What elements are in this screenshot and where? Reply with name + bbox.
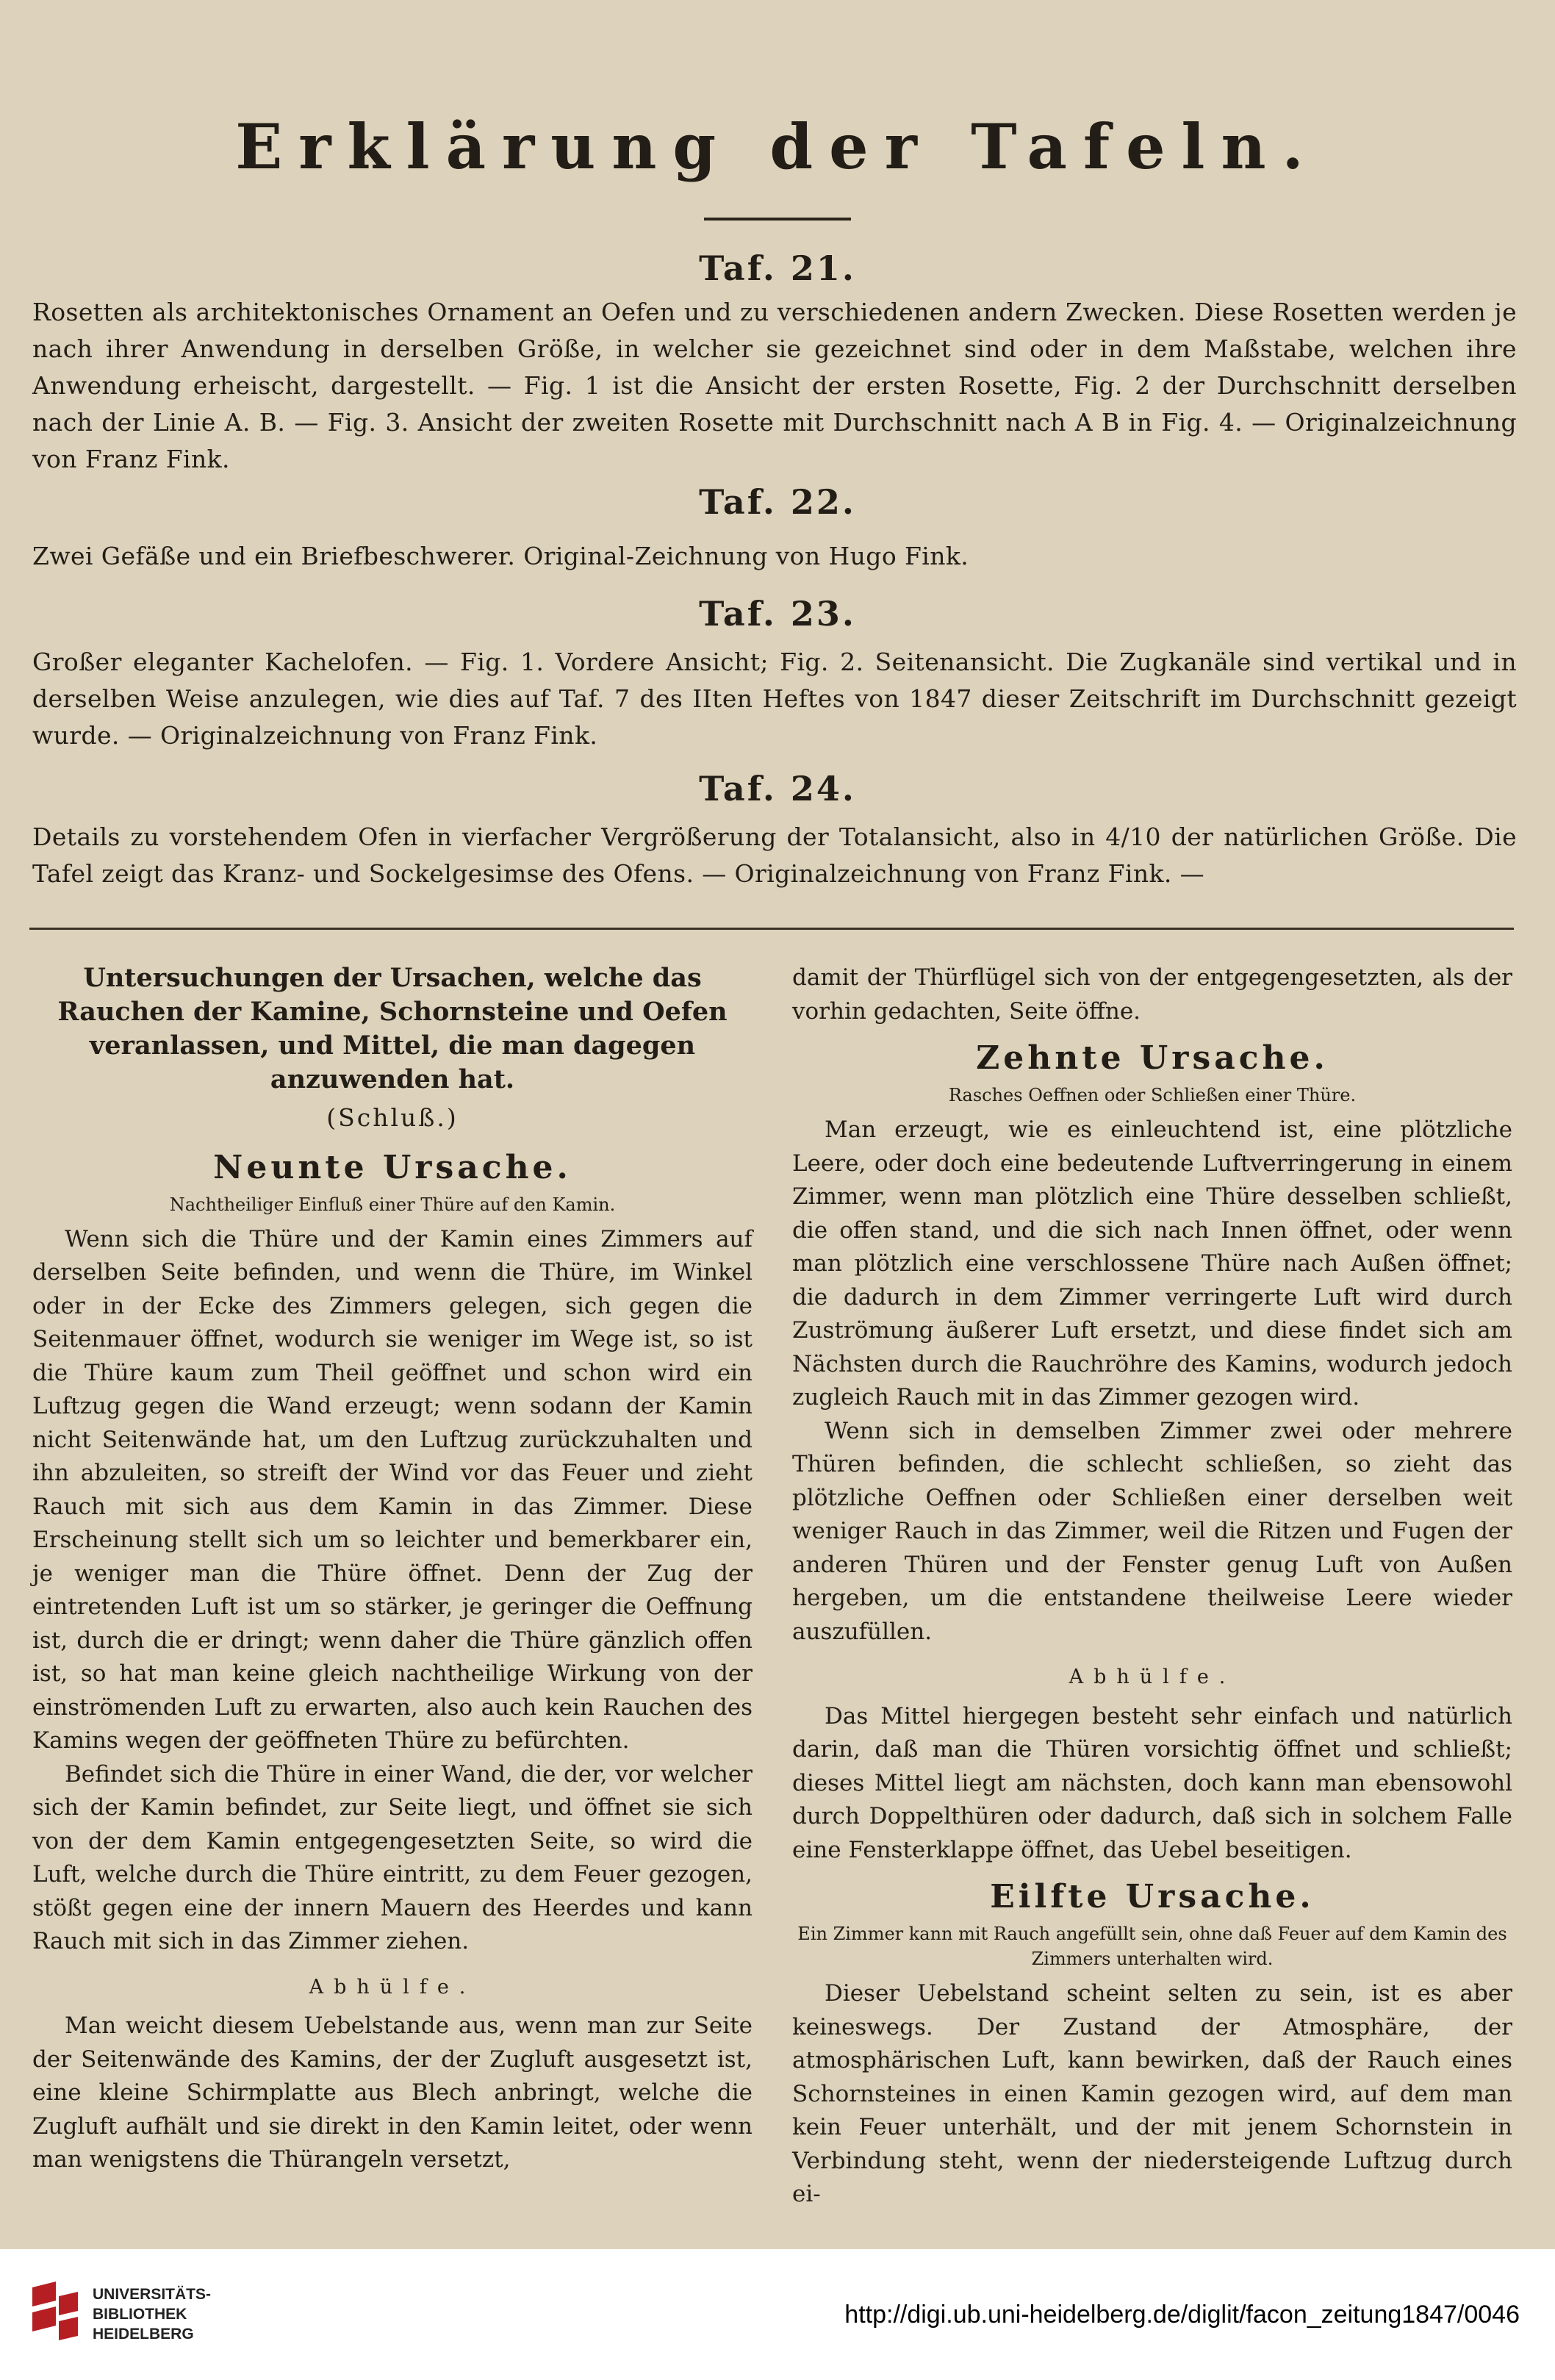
eilfte-ursache-subheading: Ein Zimmer kann mit Rauch angefüllt sein, ohne daß Feuer auf dem Kamin des Zimmers unterhalten wird. (797, 1924, 1507, 1969)
taf-24-heading: Taf. 24. (699, 769, 856, 809)
taf-22-heading: Taf. 22. (699, 482, 856, 522)
eilfte-ursache-heading: Eilfte Ursache. (990, 1878, 1315, 1915)
abhuelfe-heading: Abhülfe. (309, 1975, 476, 1999)
right-column (792, 961, 1512, 2207)
abhuelfe-heading: Abhülfe. (1069, 1666, 1236, 1688)
neunte-ursache-subheading: Nachtheiliger Einfluß einer Thüre auf den Kamin. (169, 1194, 616, 1215)
paragraph: damit der Thürflügel sich von der entgegengesetzten, als der vorhin gedachten, Seite öffne. (792, 964, 1512, 1025)
paragraph: Befindet sich die Thüre in einer Wand, die der, vor welcher sich der Kamin befindet, zur Seite liegt, und öffnet sie sich von der dem Kamin entgegengesetzten Seite, so wird die Luft, welche durch die Thüre eintritt, zu dem Feuer gezogen, stößt gegen eine der innern Mauern des Heerdes und kann Rauch mit sich in das Zimmer ziehen. (32, 1760, 753, 1954)
left-column (32, 961, 753, 2173)
paragraph: Das Mittel hiergegen besteht sehr einfach und natürlich darin, daß man die Thüren vorsichtig öffnet und schließt; dieses Mittel liegt am nächsten, doch kann man ebensowohl durch Doppelthüren oder dadurch, daß sich in solchem Falle eine Fensterklappe öffnet, das Uebel beseitigen. (792, 1702, 1512, 1863)
logo-text-line: UNIVERSITÄTS- (93, 2286, 212, 2303)
paragraph: Man weicht diesem Uebelstande aus, wenn man zur Seite der Seitenwände des Kamins, der der Zugluft ausgesetzt ist, eine kleine Schirmplatte aus Blech anbringt, welche die Zugluft aufhält und sie direkt in den Kamin leitet, oder wenn man wenigstens die Thürangeln versetzt, (32, 2012, 753, 2173)
article-title: Untersuchungen der Ursachen, welche das Rauchen der Kamine, Schornsteine und Oefen veranlassen, und Mittel, die man dagegen anzuwenden hat. (57, 963, 728, 1094)
zehnte-ursache-heading: Zehnte Ursache. (976, 1039, 1329, 1077)
paragraph: Wenn sich in demselben Zimmer zwei oder mehrere Thüren befinden, die schlecht schließen, so zieht das plötzliche Oeffnen oder Schließen einer derselben weit weniger Rauch in das Zimmer, weil die Ritzen und Fugen der anderen Thüren und der Fenster genug Luft von Außen hergeben, um die entstandene theilweise Leere wieder auszufüllen. (792, 1417, 1512, 1645)
article-schluss: (Schluß.) (326, 1103, 459, 1132)
page-title: Erklärung der Tafeln. (235, 110, 1320, 183)
taf-23-heading: Taf. 23. (699, 594, 856, 634)
taf-23-text: Großer eleganter Kachelofen. — Fig. 1. Vordere Ansicht; Fig. 2. Seitenansicht. Die Zugkanäle sind vertikal und in derselben Weise anzulegen, wie dies auf Taf. 7 des IIten Heftes von 1847 dieser Zeitschrift im Durchschnitt gezeigt wurde. — Originalzeichnung von Franz Fink. (32, 648, 1517, 750)
logo-text-line: BIBLIOTHEK (93, 2306, 187, 2323)
university-logo-icon (26, 2279, 82, 2352)
paragraph: Dieser Uebelstand scheint selten zu sein, ist es aber keineswegs. Der Zustand der Atmosphäre, der atmosphärischen Luft, kann bewirken, daß der Rauch eines Schornsteines in einen Kamin gezogen wird, auf dem man kein Feuer unterhält, und der mit jenem Schornstein in Verbindung steht, wenn der niedersteigende Luftzug durch ei- (792, 1980, 1512, 2207)
footer-bar (0, 2249, 1555, 2380)
neunte-ursache-heading: Neunte Ursache. (213, 1148, 572, 1186)
logo-text-line: HEIDELBERG (93, 2326, 194, 2343)
section-divider (29, 928, 1514, 930)
paragraph: Wenn sich die Thüre und der Kamin eines Zimmers auf derselben Seite befinden, und wenn die Thüre, im Winkel oder in der Ecke des Zimmers gelegen, sich gegen die Seitenmauer öffnet, wodurch sie weniger im Wege ist, so ist die Thüre kaum zum Theil geöffnet und schon wird ein Luftzug gegen die Wand erzeugt; wenn sodann der Kamin nicht Seitenwände hat, um den Luftzug zurückzuhalten und ihn abzuleiten, so streift der Wind vor das Feuer und zieht Rauch mit sich aus dem Kamin in das Zimmer. Diese Erscheinung stellt sich um so leichter und bemerkbarer ein, je weniger man die Thüre öffnet. Denn der Zug der eintretenden Luft ist um so stärker, je geringer die Oeffnung ist, durch die er dringt; wenn daher die Thüre gänzlich offen ist, so hat man keine gleich nachtheilige Wirkung von der einströmenden Luft zu erwarten, also auch kein Rauchen des Kamins wegen der geöffneten Thüre zu befürchten. (32, 1225, 753, 1754)
zehnte-ursache-subheading: Rasches Oeffnen oder Schließen einer Thüre. (948, 1085, 1357, 1105)
source-url-link[interactable]: http://digi.ub.uni-heidelberg.de/diglit/facon_zeitung1847/0046 (844, 2301, 1520, 2329)
taf-21-heading: Taf. 21. (699, 248, 856, 288)
taf-21-text: Rosetten als architektonisches Ornament an Oefen und zu verschiedenen andern Zwecken. Diese Rosetten werden je nach ihrer Anwendung in derselben Größe, in welcher sie gezeichnet sind oder in dem Maßstabe, welchen ihre Anwendung erheischt, dargestellt. — Fig. 1 ist die Ansicht der ersten Rosette, Fig. 2 der Durchschnitt derselben nach der Linie A. B. — Fig. 3. Ansicht der zweiten Rosette mit Durchschnitt nach A B in Fig. 4. — Originalzeichnung von Franz Fink. (32, 298, 1517, 473)
logo-text (93, 2284, 211, 2344)
taf-22-text: Zwei Gefäße und ein Briefbeschwerer. Original-Zeichnung von Hugo Fink. (32, 542, 969, 570)
paragraph: Man erzeugt, wie es einleuchtend ist, eine plötzliche Leere, oder doch eine bedeutende Luftverringerung in einem Zimmer, wenn man plötzlich eine Thüre desselben schließt, die offen stand, und die sich nach Innen öffnet, oder wenn man plötzlich eine verschlossene Thüre nach Außen öffnet; die dadurch in dem Zimmer verringerte Luft wird durch Zuströmung äußerer Luft ersetzt, und diese findet sich am Nächsten durch die Rauchröhre des Kamins, wodurch jedoch zugleich Rauch mit in das Zimmer gezogen wird. (792, 1116, 1512, 1411)
title-rule (704, 218, 851, 221)
taf-24-text: Details zu vorstehendem Ofen in vierfacher Vergrößerung der Totalansicht, also in 4/10 der natürlichen Größe. Die Tafel zeigt das Kranz- und Sockelgesimse des Ofens. — Originalzeichnung von Franz Fink. — (32, 822, 1517, 888)
